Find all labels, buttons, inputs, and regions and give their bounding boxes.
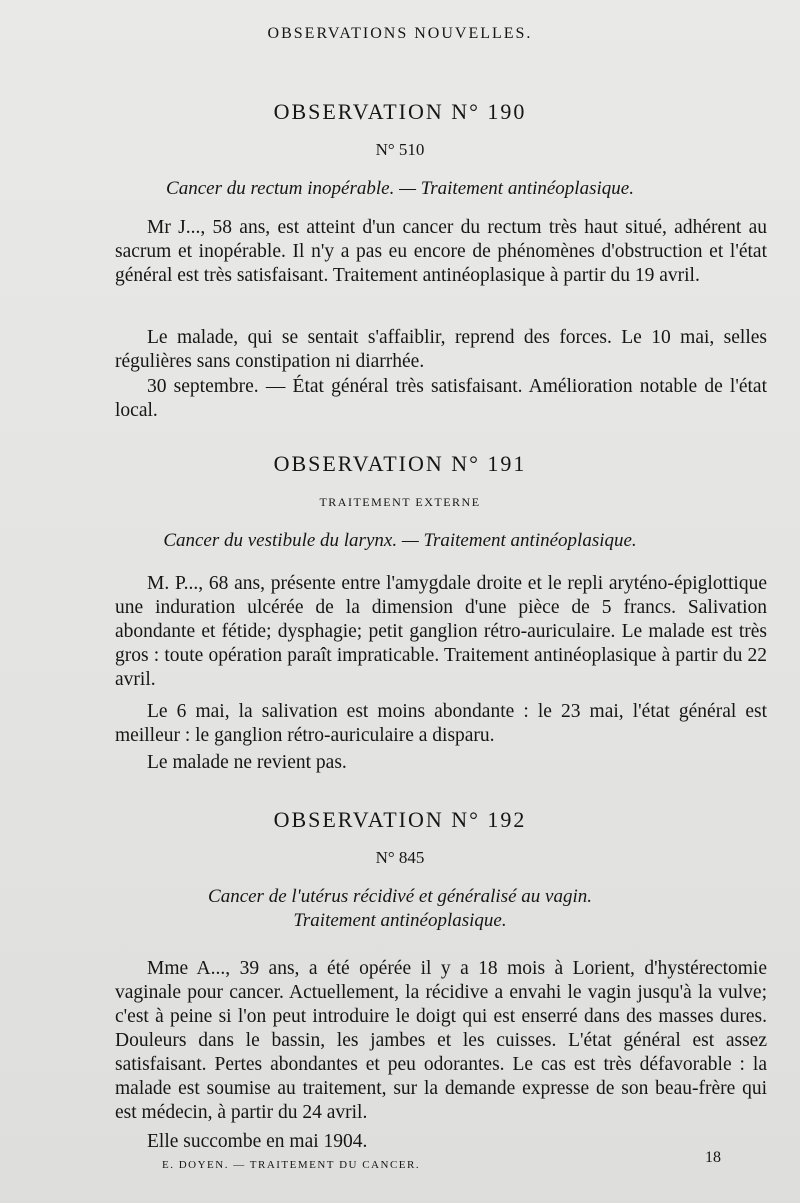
observation-192-paragraph-1: Mme A..., 39 ans, a été opérée il y a 18 mois à Lorient, d'hystérectomie vaginale pour cancer. Actuellement, la récidive a envahi le vagin jusqu'à la vulve; c'est à peine si l'on peut introduire le doigt qui est enserré dans des masses dures. Douleurs dans le bassin, les jambes et les cuisses. L'état général est assez satisfaisant. Pertes abondantes et peu odorantes. Le cas est très défavorable : la malade est soumise au traitement, sur la demande expresse de son beau-frère qui est médecin, à partir du 24 avril. xyxy=(115,958,767,1123)
observation-191-caption: Cancer du vestibule du larynx. — Traitement antinéoplasique. xyxy=(163,530,637,551)
page-number: 18 xyxy=(705,1149,721,1166)
observation-190-title: OBSERVATION N° 190 xyxy=(273,99,527,124)
observation-190-paragraph-1: Mr J..., 58 ans, est atteint d'un cancer du rectum très haut situé, adhérent au sacrum et inopérable. Il n'y a pas eu encore de phénomènes d'obstruction et l'état général est très satisfaisant. Traitement antinéoplasique à partir du 19 avril. xyxy=(115,217,767,286)
observation-190-number: N° 510 xyxy=(375,140,425,159)
observation-191-paragraph-2: Le 6 mai, la salivation est moins abondante : le 23 mai, l'état général est meilleur : le ganglion rétro-auriculaire a disparu. xyxy=(115,701,767,746)
observation-191-paragraph-1: M. P..., 68 ans, présente entre l'amygdale droite et le repli aryténo-épiglottique une induration ulcérée de la dimension d'une pièce de 5 francs. Salivation abondante et fétide; dysphagie; petit ganglion rétro-auriculaire. Le malade est très gros : toute opération paraît impraticable. Traitement antinéoplasique à partir du 22 avril. xyxy=(115,573,767,690)
observation-192-paragraph-2: Elle succombe en mai 1904. xyxy=(147,1131,368,1152)
observation-192-caption-line-1: Cancer de l'utérus récidivé et généralisé au vagin. xyxy=(208,886,592,907)
observation-192-caption-line-2: Traitement antinéoplasique. xyxy=(293,910,507,931)
observation-191-paragraph-3: Le malade ne revient pas. xyxy=(147,752,347,773)
observation-190-caption: Cancer du rectum inopérable. — Traitement antinéoplasique. xyxy=(166,178,634,199)
observation-192-number: N° 845 xyxy=(375,848,425,867)
observation-191-title: OBSERVATION N° 191 xyxy=(273,451,527,476)
observation-190-paragraph-2: Le malade, qui se sentait s'affaiblir, reprend des forces. Le 10 mai, selles régulières sans constipation ni diarrhée. xyxy=(115,327,767,372)
observation-192-title: OBSERVATION N° 192 xyxy=(273,807,527,832)
observation-190-paragraph-3: 30 septembre. — État général très satisfaisant. Amélioration notable de l'état local. xyxy=(115,376,767,421)
footer-signature: E. DOYEN. — TRAITEMENT DU CANCER. xyxy=(162,1159,421,1171)
running-head: OBSERVATIONS NOUVELLES. xyxy=(267,25,533,42)
observation-191-subheading: TRAITEMENT EXTERNE xyxy=(319,495,481,509)
